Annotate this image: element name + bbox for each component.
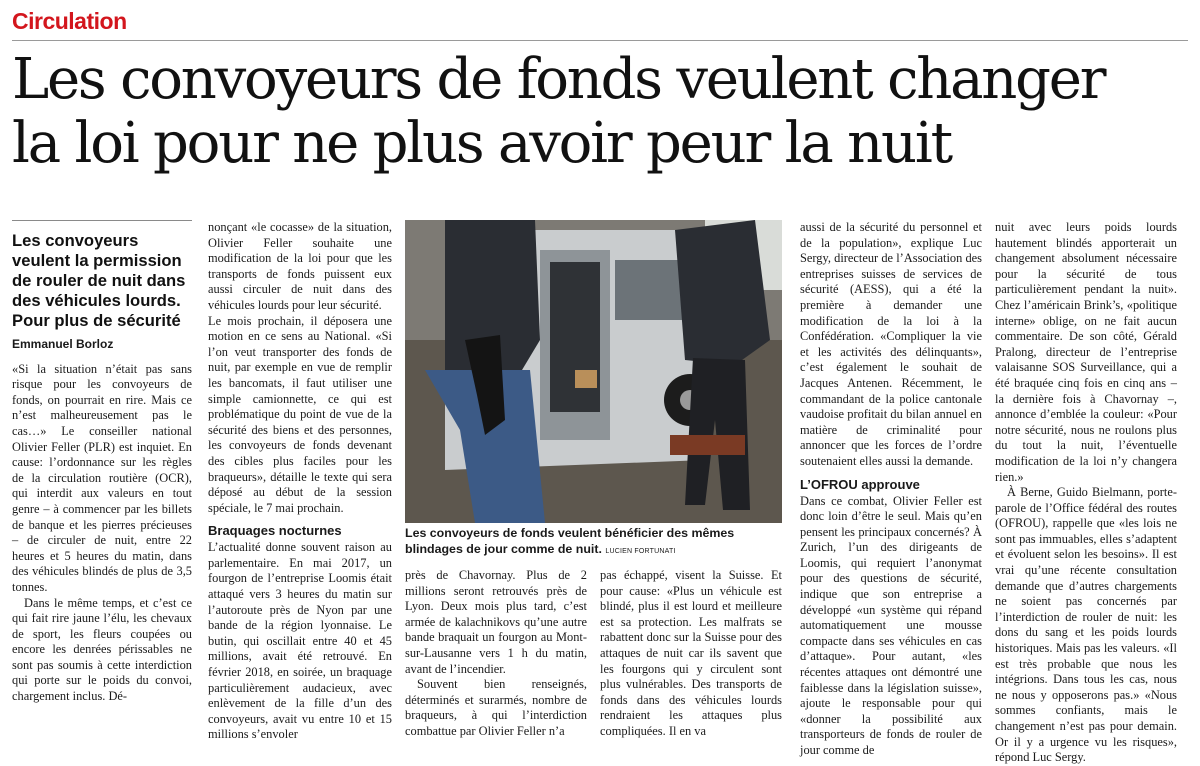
paragraph: près de Chavornay. Plus de 2 millions seront retrouvés près de Lyon. Deux mois plus tard, c’est armée de kalachnikovs qu’une autre bande braquait un fourgon au Mont-sur-Lausanne vers 1 h du matin, avant de l’incendier. [405,568,587,676]
guard-jacket-right [675,220,770,365]
paragraph: aussi de la sécurité du personnel et de la population», explique Luc Sergy, directeur de l’Association des entreprises suisses de services de sécurité (AESS), qui a été la première à demander une modification de la loi à la Confédération. «Compliquer la vie et les activités des délinquants», c’est également le souhait de Jacques Antenen. Récemment, le commandant de la police cantonale vaudoise profitait du bilan annuel en matière de criminalité pour annoncer que les forces de l’ordre soutenaient elles aussi la demande. [800,220,982,468]
paragraph: «Si la situation n’était pas sans risque pour les convoyeurs de fonds, on pourrait en rire. Mais ce n’est malheureusement pas le cas…» Le conseiller national Olivier Feller (PLR) est inquiet. En cause: l’ordonnance sur les règles de la circulation routière (OCR), qui interdit aux valeurs en tout genre – à commencer par les billets de banque et les pierres précieuses – de circuler de nuit, entre 22 heures et 5 heures du matin, dans des véhicules blindés de plus de 3,5 tonnes. [12,361,192,594]
article-photo [405,220,782,523]
cargo-box [575,370,597,388]
paragraph: pas échappé, visent la Suisse. Et pour cause: «Plus un véhicule est blindé, plus il est lourd et meilleure est sa protection. Les malfrats se rabattent donc sur la Suisse pour des attaques de nuit car ils savent que les fourgons qui y circulent sont plus vulnérables. Des transports de fonds dans des véhicules lourds rendraient les attaques plus compliquées. Il en va [600,568,782,738]
column-rule [12,220,192,221]
paragraph: Souvent bien renseignés, déterminés et surarmés, nombre de braqueurs, à qui l’interdiction combattue par Olivier Feller n’a [405,677,587,738]
photo-credit: LUCIEN FORTUNATI [605,547,676,555]
headline-line-1: Les convoyeurs de fonds veulent changer [12,47,1105,112]
doormat [670,435,745,455]
paragraph: Le mois prochain, il déposera une motion en ce sens au National. «Si l’on veut transporter des fonds de nuit, par exemple en vue de remplir les bancomats, il faut utiliser une simple camionnette, ce qui est problématique du point de vue de la sécurité des biens et des personnes, les convoyeurs de fonds devenant des cibles plus faciles pour les braqueurs», détaille le texte qui sera déposé au début de la session spéciale, le 7 mai prochain. [208,313,392,515]
paragraph: Dans le même temps, et c’est ce qui fait rire jaune l’élu, les chevaux de sport, les fleurs coupées ou encore les denrées périssables ne sont pas soumis à cette interdiction qui porte sur le poids du convoi, chargement inclus. Dé- [12,595,192,704]
column-3 [405,568,587,740]
byline: Emmanuel Borloz [12,337,114,351]
column-6 [995,220,1177,766]
headline-line-2: la loi pour ne plus avoir peur la nuit [12,111,951,176]
van-interior [550,262,600,412]
article-deck: Les convoyeurs veulent la permission de rouler de nuit dans des véhicules lourds. Pour plus de sécurité [12,231,186,330]
paragraph: L’actualité donne souvent raison au parlementaire. En mai 2017, un fourgon de l’entreprise Loomis était attaqué vers 3 heures du matin sur l’autoroute près de Nyon par une bande de la région lyonnaise. Le butin, qui oscillait entre 40 et 45 millions, avait été retrouvé. En février 2018, en soirée, un braquage particulièrement audacieux, avec enlèvement de la fille d’un des convoyeurs, avait vu entre 10 et 15 millions s’envoler [208,540,392,742]
top-rule [12,40,1188,41]
paragraph: nuit avec leurs poids lourds hautement blindés apporterait un changement absolument nécessaire pour la sécurité de tous particulièrement pendant la nuit». Chez l’américain Brink’s, «politique interne» oblige, on ne fait aucun commentaire. De son côté, Gérald Pralong, directeur de l’entreprise valaisanne SOS Surveillance, qui a été braquée cinq fois en cinq ans – la dernière fois à Chavornay –, annonce d’emblée la couleur: «Pour notre sécurité, nous ne roulons plus du tout la nuit, l’éventuelle modification de la loi n’y changera rien.» [995,220,1177,484]
subheading-braquages: Braquages nocturnes [208,523,342,539]
paragraph: À Berne, Guido Bielmann, porte-parole de l’Office fédéral des routes (OFROU), rappelle que «les lois ne sont pas immuables, elles s’adaptent et évoluent selon les besoins». Il est vrai qu’une récente consultation demande que d’autres chargements ne soient pas concernés par l’interdiction de rouler de nuit: les dons du sang et les poids lourds historiques. Mais pas les valeurs. «Il est très probable que nous les intégrions. Dans tous les cas, nous ne nous y opposerons pas.» «Nous sommes confiants, mais le changement n’est pas pour demain. Or il y a urgence vu les risques», répond Luc Sergy. [995,485,1177,765]
paragraph: Dans ce combat, Olivier Feller est donc loin d’être le seul. Mais qu’en pensent les principaux concernés? À Zurich, l’un des dirigeants de Loomis, qui requiert l’anonymat pour des questions de sécurité, indique que son entreprise a développé «un système qui répand automatiquement une mousse compacte dans ses véhicules en cas d’attaque». Pour autant, «les récentes attaques ont démontré une faiblesse dans la législation suisse», ajoute le responsable pour qui «donner la possibilité aux transporteurs de fonds de rouler de jour comme de [800,493,982,757]
column-2 [208,220,392,743]
column-4 [600,568,782,740]
armored-van-photo [405,220,782,523]
headline [12,48,1192,176]
photo-caption [405,526,785,559]
section-rubric: Circulation [12,8,127,34]
column-1 [12,220,192,705]
caption-text: Les convoyeurs de fonds veulent bénéficier des mêmes blindages de jour comme de nuit. [405,526,735,556]
column-5 [800,220,982,759]
paragraph: nonçant «le cocasse» de la situation, Olivier Feller souhaite une modification de la loi pour que les transports de fonds puissent eux aussi circuler de nuit dans des véhicules lourds pour leur sécurité. [208,220,392,312]
subheading-ofrou: L’OFROU approuve [800,476,920,492]
